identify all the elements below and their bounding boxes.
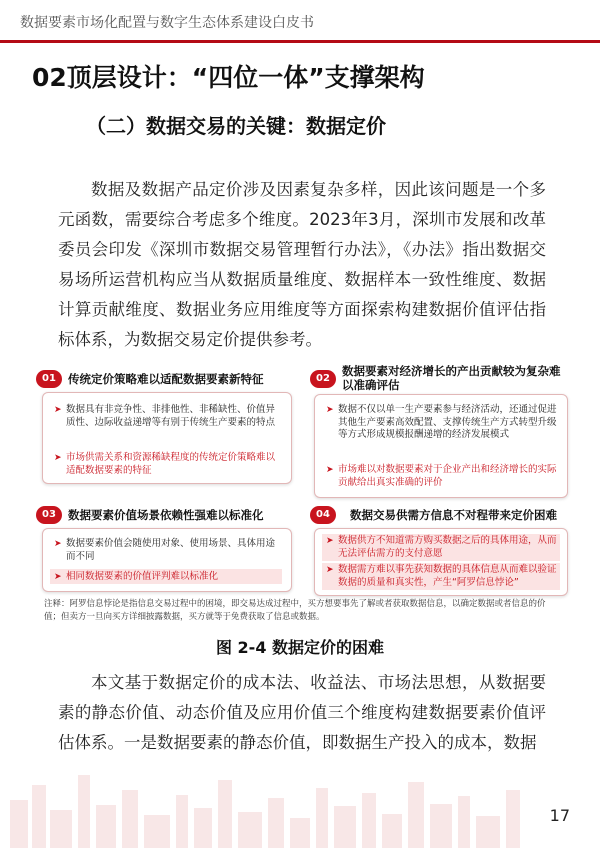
arrow-right-icon: ➤: [54, 572, 62, 582]
card-number-badge: 02: [310, 370, 336, 388]
card-bullet: ➤ 数据不仅以单一生产要素参与经济活动，还通过促进其他生产要素高效配置、支撑传统生产方式转型升级等方式形成规模报酬递增的经济发展模式: [326, 404, 557, 440]
running-header: [0, 0, 600, 43]
card-number-badge: 04: [310, 506, 336, 524]
card-bullet: ➤ 相同数据要素的价值评判难以标准化: [54, 571, 219, 582]
arrow-right-icon: ➤: [326, 565, 334, 575]
card-bullet: ➤ 数据需方难以事先获知数据的具体信息从而难以验证数据的质量和真实性，产生“阿罗信息悖论”: [326, 564, 557, 588]
arrow-right-icon: ➤: [54, 453, 62, 463]
body-paragraph-2: 本文基于数据定价的成本法、收益法、市场法思想，从数据要素的静态价值、动态价值及应用价值三个维度构建数据要素价值评估体系。一是数据要素的静态价值，即数据生产投入的成本，数据: [58, 673, 546, 752]
body-paragraph-1: 数据及数据产品定价涉及因素复杂多样，因此该问题是一个多元函数，需要综合考虑多个维度。2023年3月，深圳市发展和改革委员会印发《深圳市数据交易管理暂行办法》，《办法》指出数据交易场所运营机构应当从数据质量维度、数据样本一致性维度、数据计算贡献维度、数据业务应用维度等方面探索构建数据价值评估指标体系，为数据交易定价提供参考。: [58, 180, 546, 349]
card-bullet: ➤ 市场供需关系和资源稀缺程度的传统定价策略难以适配数据要素的特征: [54, 452, 276, 476]
card-number-badge: 03: [36, 506, 62, 524]
card-title: 数据要素价值场景依赖性强难以标准化: [68, 508, 264, 522]
figure-caption: 图 2-4 数据定价的困难: [215, 638, 385, 657]
figure-2-4: [30, 358, 570, 620]
card-title: 数据要素对经济增长的产出贡献较为复杂难以准确评估: [342, 364, 561, 392]
page-number: 17: [549, 806, 570, 825]
card-number-badge: 01: [36, 370, 62, 388]
arrow-right-icon: ➤: [54, 539, 62, 549]
section-heading: 02顶层设计：“四位一体”支撑架构: [32, 63, 425, 92]
arrow-right-icon: ➤: [326, 405, 334, 415]
city-skyline-decoration: [0, 760, 600, 848]
arrow-right-icon: ➤: [326, 465, 334, 475]
document-title: 数据要素市场化配置与数字生态体系建设白皮书: [20, 15, 314, 31]
card-bullet: ➤ 市场难以对数据要素对于企业产出和经济增长的实际贡献给出真实准确的评价: [326, 464, 557, 488]
card-bullet: ➤ 数据要素价值会随使用对象、使用场景、具体用途而不同: [54, 538, 276, 562]
figure-note: 注释：阿罗信息悖论是指信息交易过程中的困境，即交易达成过程中，买方想要事先了解或者获取数据信息，以确定数据或者信息的价值；但卖方一旦向买方详细披露数据，买方就等于免费获取了信息或数据。: [44, 599, 546, 622]
arrow-right-icon: ➤: [54, 405, 62, 415]
card-bullet: ➤ 数据具有非竞争性、非排他性、非稀缺性、价值异质性、边际收益递增等有别于传统生产要素的特点: [54, 404, 276, 428]
arrow-right-icon: ➤: [326, 536, 334, 546]
card-title: 传统定价策略难以适配数据要素新特征: [68, 372, 264, 386]
card-bullet: ➤ 数据供方不知道需方购买数据之后的具体用途，从而无法评估需方的支付意愿: [326, 535, 557, 559]
card-title: 数据交易供需方信息不对程带来定价困难: [350, 508, 557, 522]
subsection-heading: （二）数据交易的关键：数据定价: [86, 114, 386, 138]
